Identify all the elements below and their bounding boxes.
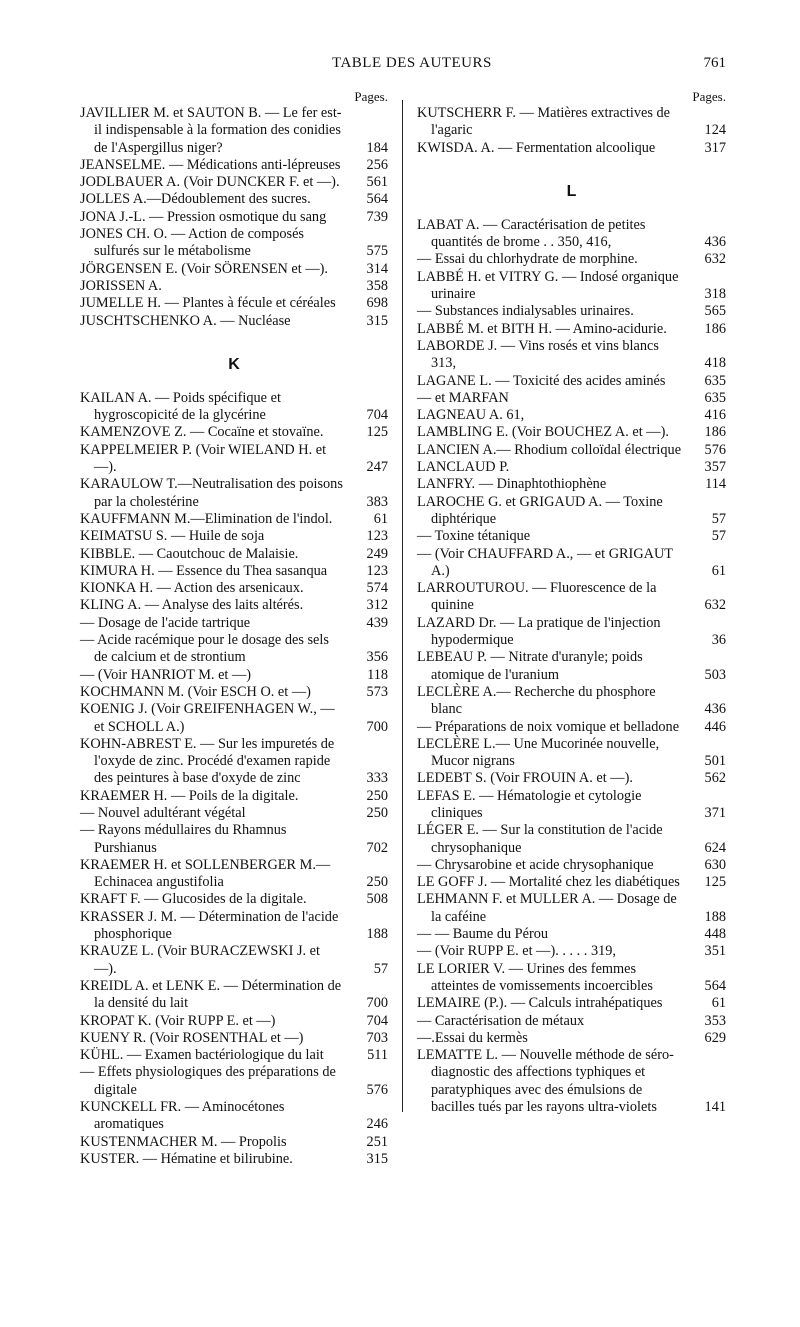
index-entry bbox=[80, 209, 388, 226]
entry-page-number: 383 bbox=[366, 493, 388, 510]
entry-page-number: 508 bbox=[366, 891, 388, 908]
entry-page-number: 575 bbox=[366, 243, 388, 260]
entry-page-number: 356 bbox=[366, 649, 388, 666]
entry-page-number: 123 bbox=[366, 562, 388, 579]
entry-text: — Nouvel adultérant végétal bbox=[80, 804, 246, 821]
entry-text: — (Voir CHAUFFARD A., — et GRIGAUT A.) bbox=[417, 545, 673, 579]
entry-text: LECLÈRE A.— Recherche du phosphore blanc bbox=[417, 683, 656, 718]
entry-page-number: 416 bbox=[704, 407, 726, 424]
entry-page-number: 186 bbox=[704, 320, 726, 337]
index-entry bbox=[417, 546, 726, 581]
entry-text: JUSCHTSCHENKO A. — Nucléase bbox=[80, 312, 291, 329]
index-entry bbox=[417, 269, 726, 304]
entry-text: — Toxine tétanique bbox=[417, 528, 531, 545]
index-entry bbox=[80, 857, 388, 892]
index-entry bbox=[417, 1047, 726, 1116]
entry-page-number: 315 bbox=[366, 312, 388, 329]
index-entry bbox=[80, 580, 388, 597]
entry-page-number: 564 bbox=[704, 977, 726, 994]
entry-page-number: 703 bbox=[366, 1029, 388, 1046]
entry-text: JORISSEN A. bbox=[80, 277, 162, 294]
entry-text: KRAEMER H. et SOLLENBERGER M.—Echinacea angustifolia bbox=[80, 856, 331, 891]
entry-page-number: 251 bbox=[366, 1133, 388, 1150]
index-entry bbox=[417, 943, 726, 960]
entry-page-number: 436 bbox=[704, 701, 726, 718]
section-gap bbox=[80, 330, 388, 347]
index-entry bbox=[80, 909, 388, 944]
entry-page-number: 576 bbox=[704, 441, 726, 458]
index-entry bbox=[417, 615, 726, 650]
entry-page-number: 436 bbox=[704, 234, 726, 251]
index-entry bbox=[80, 157, 388, 174]
entry-text: KAMENZOVE Z. — Cocaïne et stovaïne. bbox=[80, 424, 324, 441]
entry-page-number: 576 bbox=[366, 1081, 388, 1098]
running-title: TABLE DES AUTEURS bbox=[332, 55, 492, 71]
index-entry bbox=[80, 442, 388, 477]
index-entry bbox=[80, 295, 388, 312]
index-entry bbox=[417, 580, 726, 615]
section-gap bbox=[80, 373, 388, 390]
index-entry bbox=[80, 788, 388, 805]
entry-page-number: 565 bbox=[704, 303, 726, 320]
entry-text: JÖRGENSEN E. (Voir SÖRENSEN et —). bbox=[80, 260, 328, 277]
index-entry bbox=[80, 1151, 388, 1168]
index-entry bbox=[80, 822, 388, 857]
entry-page-number: 315 bbox=[366, 1150, 388, 1167]
entry-page-number: 250 bbox=[366, 804, 388, 821]
index-entry bbox=[80, 390, 388, 425]
index-entry bbox=[417, 476, 726, 493]
section-gap bbox=[80, 347, 388, 356]
entry-page-number: 318 bbox=[704, 286, 726, 303]
entry-text: KAPPELMEIER P. (Voir WIELAND H. et —). bbox=[80, 441, 327, 476]
entry-page-number: 353 bbox=[704, 1012, 726, 1029]
left-column bbox=[80, 88, 388, 1168]
entry-text: KIBBLE. — Caoutchouc de Malaisie. bbox=[80, 545, 299, 562]
section-letter-k: K bbox=[228, 355, 240, 373]
entry-page-number: 351 bbox=[704, 943, 726, 960]
entry-text: — Essai du chlorhydrate de morphine. bbox=[417, 251, 638, 268]
index-entry bbox=[417, 961, 726, 996]
entry-text: LE LORIER V. — Urines des femmes atteintes de vomissements incoercibles bbox=[417, 960, 653, 994]
entry-page-number: 249 bbox=[366, 545, 388, 562]
entry-text: KUSTENMACHER M. — Propolis bbox=[80, 1133, 287, 1150]
entry-page-number: 704 bbox=[366, 407, 388, 424]
entry-page-number: 314 bbox=[366, 260, 388, 277]
index-entry bbox=[417, 424, 726, 441]
entry-page-number: 562 bbox=[704, 770, 726, 787]
entry-text: JONA J.-L. — Pression osmotique du sang bbox=[80, 208, 327, 225]
section-gap bbox=[417, 157, 726, 174]
entry-text: LEMAIRE (P.). — Calculs intrahépatiques bbox=[417, 995, 663, 1012]
entry-text: — Rayons médullaires du Rhamnus Purshianus bbox=[80, 822, 287, 856]
entry-page-number: 632 bbox=[704, 251, 726, 268]
entry-page-number: 125 bbox=[704, 874, 726, 891]
index-entry bbox=[80, 891, 388, 908]
entry-page-number: 57 bbox=[711, 528, 726, 545]
entry-text: LARROUTUROU. — Fluorescence de la quinine bbox=[417, 580, 657, 614]
entry-page-number: 632 bbox=[704, 597, 726, 614]
entry-page-number: 358 bbox=[366, 277, 388, 294]
entry-text: KOCHMANN M. (Voir ESCH O. et —) bbox=[80, 683, 311, 700]
entry-text: KARAULOW T.—Neutralisation des poisons par la cholestérine bbox=[80, 476, 343, 510]
entry-page-number: 624 bbox=[704, 839, 726, 856]
entry-text: LANCLAUD P. bbox=[417, 459, 510, 476]
entry-text: — Préparations de noix vomique et belladone bbox=[417, 718, 680, 735]
index-entry bbox=[80, 805, 388, 822]
index-entry bbox=[417, 995, 726, 1012]
index-entry bbox=[417, 736, 726, 771]
index-entry bbox=[417, 338, 726, 373]
entry-page-number: 250 bbox=[366, 874, 388, 891]
entry-page-number: 702 bbox=[366, 839, 388, 856]
index-entry bbox=[417, 770, 726, 787]
entry-text: JUMELLE H. — Plantes à fécule et céréales bbox=[80, 295, 336, 312]
entry-text: LABORDE J. — Vins rosés et vins blancs 313, bbox=[417, 337, 659, 372]
entry-text: LEBEAU P. — Nitrate d'uranyle; poids atomique de l'uranium bbox=[417, 649, 643, 683]
index-entry bbox=[80, 226, 388, 261]
entry-page-number: 61 bbox=[373, 510, 388, 527]
index-entry bbox=[80, 1030, 388, 1047]
entry-text: LABBÉ M. et BITH H. — Amino-acidurie. bbox=[417, 320, 667, 337]
entry-page-number: 61 bbox=[711, 995, 726, 1012]
section-gap bbox=[417, 200, 726, 217]
entry-text: — (Voir HANRIOT M. et —) bbox=[80, 666, 252, 683]
index-entry bbox=[80, 191, 388, 208]
index-entry bbox=[417, 494, 726, 529]
index-entry bbox=[417, 407, 726, 424]
index-entry bbox=[80, 313, 388, 330]
entry-page-number: 317 bbox=[704, 139, 726, 156]
entry-text: LABBÉ H. et VITRY G. — Indosé organique urinaire bbox=[417, 268, 679, 303]
entry-page-number: 36 bbox=[711, 632, 726, 649]
index-entry bbox=[80, 632, 388, 667]
index-entry bbox=[80, 476, 388, 511]
entry-text: LÉGER E. — Sur la constitution de l'acide chrysophanique bbox=[417, 822, 663, 856]
index-entry bbox=[417, 303, 726, 320]
index-entry bbox=[417, 217, 726, 252]
index-entry bbox=[80, 1064, 388, 1099]
entry-page-number: 188 bbox=[704, 908, 726, 925]
entry-text: LAGNEAU A. 61, bbox=[417, 407, 525, 424]
index-entry bbox=[417, 788, 726, 823]
entry-page-number: 123 bbox=[366, 528, 388, 545]
entry-page-number: 114 bbox=[705, 476, 726, 493]
entry-text: — Dosage de l'acide tartrique bbox=[80, 614, 251, 631]
entry-page-number: 446 bbox=[704, 718, 726, 735]
entry-page-number: 439 bbox=[366, 614, 388, 631]
index-entry bbox=[417, 459, 726, 476]
entry-page-number: 124 bbox=[704, 122, 726, 139]
index-entry bbox=[80, 1047, 388, 1064]
entry-text: — — Baume du Pérou bbox=[417, 926, 549, 943]
entry-page-number: 371 bbox=[704, 804, 726, 821]
entry-text: KIONKA H. — Action des arsenicaux. bbox=[80, 580, 304, 597]
index-entry bbox=[417, 1030, 726, 1047]
entry-text: KUSTER. — Hématine et bilirubine. bbox=[80, 1150, 293, 1167]
entry-text: LAROCHE G. et GRIGAUD A. — Toxine diphtérique bbox=[417, 493, 663, 527]
entry-text: JODLBAUER A. (Voir DUNCKER F. et —). bbox=[80, 174, 340, 191]
entry-text: JOLLES A.—Dédoublement des sucres. bbox=[80, 191, 311, 208]
entry-page-number: 357 bbox=[704, 459, 726, 476]
entry-text: LABAT A. — Caractérisation de petites quantités de brome . . 350, 416, bbox=[417, 216, 646, 251]
column-divider bbox=[402, 100, 403, 1112]
entry-page-number: 141 bbox=[704, 1099, 726, 1116]
entry-page-number: 573 bbox=[366, 683, 388, 700]
entry-text: KIMURA H. — Essence du Thea sasanqua bbox=[80, 562, 328, 579]
index-entry bbox=[417, 891, 726, 926]
entry-page-number: 698 bbox=[366, 295, 388, 312]
entry-text: — Chrysarobine et acide chrysophanique bbox=[417, 856, 654, 873]
entry-text: LEHMANN F. et MULLER A. — Dosage de la caféine bbox=[417, 891, 677, 925]
entry-page-number: 700 bbox=[366, 718, 388, 735]
index-entry bbox=[417, 251, 726, 268]
entry-text: JAVILLIER M. et SAUTON B. — Le fer est-il indispensable à la formation des conidies de l'Aspergillus niger? bbox=[80, 105, 342, 156]
index-entry bbox=[80, 1099, 388, 1134]
entry-page-number: 629 bbox=[704, 1029, 726, 1046]
entry-page-number: 635 bbox=[704, 372, 726, 389]
entry-text: KEIMATSU S. — Huile de soja bbox=[80, 528, 265, 545]
entry-page-number: 333 bbox=[366, 770, 388, 787]
index-entry bbox=[417, 684, 726, 719]
entry-page-number: 511 bbox=[367, 1047, 388, 1064]
entry-text: — Substances indialysables urinaires. bbox=[417, 303, 634, 320]
index-entry bbox=[80, 1013, 388, 1030]
right-column bbox=[417, 88, 726, 1116]
index-entry bbox=[80, 563, 388, 580]
index-entry bbox=[417, 140, 726, 157]
entries-k-continued bbox=[417, 105, 726, 157]
index-entry bbox=[80, 597, 388, 614]
entry-text: KREIDL A. et LENK E. — Détermination de la densité du lait bbox=[80, 977, 342, 1012]
pages-label: Pages. bbox=[354, 89, 388, 104]
index-entry bbox=[80, 424, 388, 441]
entry-text: —.Essai du kermès bbox=[417, 1029, 528, 1046]
index-entry bbox=[80, 546, 388, 563]
entry-page-number: 125 bbox=[366, 424, 388, 441]
entry-text: KRASSER J. M. — Détermination de l'acide phosphorique bbox=[80, 908, 339, 943]
entry-text: KROPAT K. (Voir RUPP E. et —) bbox=[80, 1012, 276, 1029]
index-entry bbox=[417, 373, 726, 390]
index-entry bbox=[417, 390, 726, 407]
index-entry bbox=[417, 105, 726, 140]
entry-page-number: 118 bbox=[367, 666, 388, 683]
index-entry bbox=[80, 736, 388, 788]
index-entry bbox=[417, 1013, 726, 1030]
entry-page-number: 630 bbox=[704, 856, 726, 873]
entry-page-number: 561 bbox=[366, 174, 388, 191]
entry-text: JONES CH. O. — Action de composés sulfurés sur le métabolisme bbox=[80, 226, 304, 260]
index-entry bbox=[417, 857, 726, 874]
index-entry bbox=[80, 978, 388, 1013]
entry-page-number: 564 bbox=[366, 191, 388, 208]
entry-page-number: 247 bbox=[366, 459, 388, 476]
entry-text: LAGANE L. — Toxicité des acides aminés bbox=[417, 372, 666, 389]
entry-text: — Acide racémique pour le dosage des sels de calcium et de strontium bbox=[80, 632, 329, 666]
index-entry bbox=[80, 511, 388, 528]
entry-text: LANCIEN A.— Rhodium colloïdal électrique bbox=[417, 441, 682, 458]
entries-l bbox=[417, 217, 726, 1116]
entry-text: LAZARD Dr. — La pratique de l'injection hypodermique bbox=[417, 614, 661, 649]
entry-page-number: 188 bbox=[366, 926, 388, 943]
entries-k bbox=[80, 390, 388, 1168]
entry-page-number: 635 bbox=[704, 389, 726, 406]
entry-page-number: 312 bbox=[366, 597, 388, 614]
entry-text: KAILAN A. — Poids spécifique et hygroscopicité de la glycérine bbox=[80, 389, 281, 424]
entry-page-number: 246 bbox=[366, 1116, 388, 1133]
entry-text: KOENIG J. (Voir GREIFENHAGEN W., — et SCHOLL A.) bbox=[80, 701, 335, 735]
index-entry bbox=[80, 943, 388, 978]
index-entry bbox=[80, 701, 388, 736]
entry-page-number: 57 bbox=[711, 510, 726, 527]
index-entry bbox=[80, 105, 388, 157]
entry-text: LEDEBT S. (Voir FROUIN A. et —). bbox=[417, 770, 633, 787]
index-entry bbox=[417, 874, 726, 891]
entry-page-number: 61 bbox=[711, 562, 726, 579]
index-entry bbox=[417, 442, 726, 459]
index-entry bbox=[80, 261, 388, 278]
page-number: 761 bbox=[703, 55, 726, 71]
entry-page-number: 256 bbox=[366, 156, 388, 173]
index-entry bbox=[417, 926, 726, 943]
index-entry bbox=[80, 278, 388, 295]
entry-text: — (Voir RUPP E. et —). . . . . 319, bbox=[417, 943, 616, 960]
entry-page-number: 186 bbox=[704, 424, 726, 441]
entry-text: — et MARFAN bbox=[417, 389, 509, 406]
entry-text: KÜHL. — Examen bactériologique du lait bbox=[80, 1047, 324, 1064]
entry-text: KRAEMER H. — Poils de la digitale. bbox=[80, 787, 299, 804]
index-entry bbox=[80, 1134, 388, 1151]
entry-text: LECLÈRE L.— Une Mucorinée nouvelle, Mucor nigrans bbox=[417, 735, 660, 770]
index-entry bbox=[80, 667, 388, 684]
index-entry bbox=[417, 719, 726, 736]
index-entry bbox=[80, 615, 388, 632]
index-entry bbox=[417, 822, 726, 857]
entry-text: LEMATTE L. — Nouvelle méthode de séro-diagnostic des affections typhiques et paratyphiques avec des émulsions de bacilles tués par les rayons ultra-violets bbox=[417, 1047, 674, 1116]
entry-text: KUTSCHERR F. — Matières extractives de l'agaric bbox=[417, 105, 670, 139]
section-letter-l: L bbox=[566, 182, 577, 200]
entry-text: — Effets physiologiques des préparations de digitale bbox=[80, 1064, 336, 1098]
entry-text: KOHN-ABREST E. — Sur les impuretés de l'oxyde de zinc. Procédé d'examen rapide des peintures à base d'oxyde de zinc bbox=[80, 735, 335, 787]
entry-text: LEFAS E. — Hématologie et cytologie cliniques bbox=[417, 787, 642, 821]
entry-page-number: 57 bbox=[373, 960, 388, 977]
entry-text: LAMBLING E. (Voir BOUCHEZ A. et —). bbox=[417, 424, 669, 441]
entry-page-number: 448 bbox=[704, 926, 726, 943]
entry-text: KUNCKELL FR. — Aminocétones aromatiques bbox=[80, 1099, 285, 1133]
entry-text: KAUFFMANN M.—Elimination de l'indol. bbox=[80, 510, 333, 527]
entries-j bbox=[80, 105, 388, 330]
page-header bbox=[0, 55, 800, 79]
entry-text: KLING A. — Analyse des laits altérés. bbox=[80, 597, 304, 614]
entry-page-number: 700 bbox=[366, 995, 388, 1012]
pages-label: Pages. bbox=[692, 89, 726, 104]
entry-text: — Caractérisation de métaux bbox=[417, 1012, 585, 1029]
entry-page-number: 574 bbox=[366, 580, 388, 597]
index-entry bbox=[80, 528, 388, 545]
entry-page-number: 503 bbox=[704, 666, 726, 683]
entry-text: KRAFT F. — Glucosides de la digitale. bbox=[80, 891, 307, 908]
section-gap bbox=[417, 174, 726, 183]
index-entry bbox=[417, 321, 726, 338]
entry-page-number: 418 bbox=[704, 355, 726, 372]
index-entry bbox=[417, 528, 726, 545]
entry-page-number: 704 bbox=[366, 1012, 388, 1029]
entry-text: LE GOFF J. — Mortalité chez les diabétiques bbox=[417, 874, 680, 891]
index-entry bbox=[80, 684, 388, 701]
index-entry bbox=[417, 649, 726, 684]
entry-page-number: 250 bbox=[366, 787, 388, 804]
entry-page-number: 184 bbox=[366, 139, 388, 156]
entry-text: JEANSELME. — Médications anti-lépreuses bbox=[80, 156, 341, 173]
index-entry bbox=[80, 174, 388, 191]
entry-text: KWISDA. A. — Fermentation alcoolique bbox=[417, 139, 656, 156]
entry-text: LANFRY. — Dinaphtothiophène bbox=[417, 476, 607, 493]
entry-text: KRAUZE L. (Voir BURACZEWSKI J. et —). bbox=[80, 943, 320, 977]
entry-page-number: 501 bbox=[704, 753, 726, 770]
entry-text: KUENY R. (Voir ROSENTHAL et —) bbox=[80, 1029, 304, 1046]
entry-page-number: 739 bbox=[366, 208, 388, 225]
